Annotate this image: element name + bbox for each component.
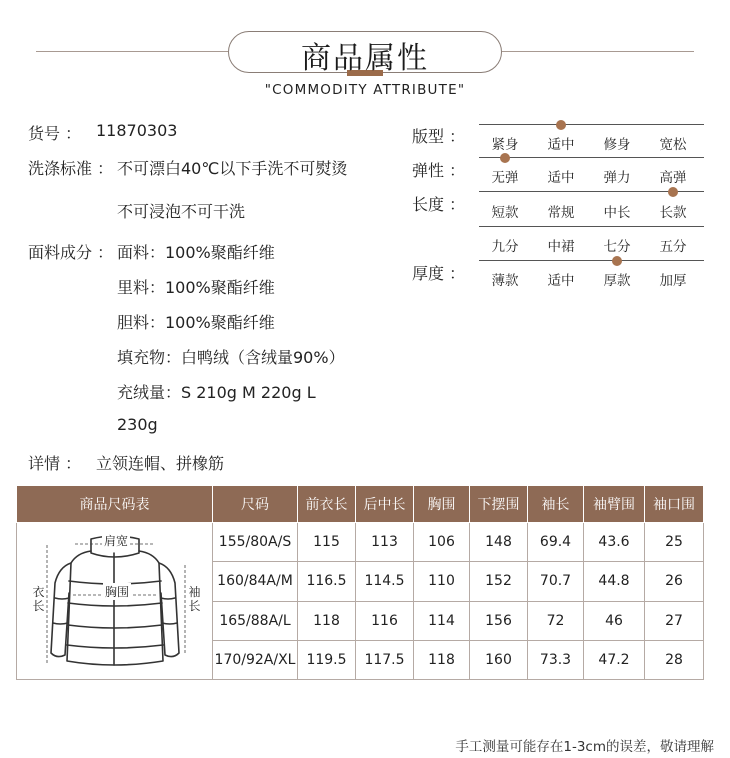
scale-option: 九分 [491, 239, 519, 255]
sleeve-label: 袖长 [188, 585, 201, 613]
table-cell: 116.5 [298, 562, 356, 601]
scale-option: 修身 [603, 137, 631, 153]
scale-option: 中长 [603, 205, 631, 221]
table-header: 前衣长 [298, 486, 356, 523]
scale-label-thickness: 厚度 ： [412, 264, 466, 283]
table-cell: 114 [414, 601, 470, 640]
header-rule-right [502, 51, 694, 52]
scale-option: 厚款 [603, 273, 631, 289]
scale-option: 中裙 [547, 239, 575, 255]
scale-option: 七分 [603, 239, 631, 255]
scale-line [479, 157, 704, 158]
size-table [16, 485, 704, 680]
fabric-line: 填充物：白鸭绒（含绒量90%） [117, 348, 345, 367]
table-cell: 160/84A/M [213, 562, 298, 601]
scale-line [479, 124, 704, 125]
table-cell: 115 [298, 523, 356, 562]
scale-option: 适中 [547, 273, 575, 289]
table-cell: 118 [298, 601, 356, 640]
table-header: 袖长 [528, 486, 584, 523]
table-cell: 28 [645, 640, 704, 679]
table-cell: 148 [470, 523, 528, 562]
table-header: 袖口围 [645, 486, 704, 523]
table-cell: 160 [470, 640, 528, 679]
fabric-line: 里料：100%聚酯纤维 [117, 278, 275, 297]
table-cell: 156 [470, 601, 528, 640]
header-rule-left [36, 51, 228, 52]
item-no-label: 货号 ： [28, 124, 82, 143]
table-cell: 165/88A/L [213, 601, 298, 640]
scale-option: 常规 [547, 205, 575, 221]
wash-label: 洗涤标准 ： [28, 159, 114, 178]
scale-option: 适中 [547, 137, 575, 153]
table-cell: 73.3 [528, 640, 584, 679]
table-cell: 69.4 [528, 523, 584, 562]
table-header: 下摆围 [470, 486, 528, 523]
table-cell: 155/80A/S [213, 523, 298, 562]
length-label: 衣长 [32, 585, 45, 613]
scale-marker [612, 256, 622, 266]
wash-line-1: 不可漂白40℃以下手洗不可熨烫 [117, 159, 348, 178]
scale-option: 弹力 [603, 170, 631, 186]
table-header: 尺码 [213, 486, 298, 523]
scale-line [479, 260, 704, 261]
chest-label: 胸围 [105, 585, 130, 599]
scale-label-fit: 版型 ： [412, 127, 466, 146]
table-cell: 119.5 [298, 640, 356, 679]
table-header: 胸围 [414, 486, 470, 523]
table-cell: 44.8 [584, 562, 645, 601]
scale-label-length: 长度 ： [412, 195, 466, 214]
page-subtitle: "COMMODITY ATTRIBUTE" [264, 82, 466, 98]
fabric-line: 230g [117, 415, 158, 434]
measurement-note: 手工测量可能存在1-3cm的误差，敬请理解 [455, 739, 714, 755]
detail-label: 详情 ： [28, 454, 82, 473]
scale-option: 五分 [659, 239, 687, 255]
table-cell: 72 [528, 601, 584, 640]
table-cell: 170/92A/XL [213, 640, 298, 679]
wash-line-2: 不可浸泡不可干洗 [117, 202, 246, 221]
fabric-line: 充绒量：S 210g M 220g L [117, 383, 316, 402]
scale-marker [668, 187, 678, 197]
table-cell: 27 [645, 601, 704, 640]
scale-line [479, 226, 704, 227]
table-header: 袖臂围 [584, 486, 645, 523]
table-cell: 106 [414, 523, 470, 562]
fabric-line: 胆料：100%聚酯纤维 [117, 313, 275, 332]
table-cell: 25 [645, 523, 704, 562]
table-cell: 43.6 [584, 523, 645, 562]
scale-option: 短款 [491, 205, 519, 221]
scale-option: 长款 [659, 205, 687, 221]
scale-option: 无弹 [491, 170, 519, 186]
table-header: 商品尺码表 [17, 486, 213, 523]
table-cell: 26 [645, 562, 704, 601]
item-no-value: 11870303 [96, 121, 178, 140]
fabric-label: 面料成分 ： [28, 243, 114, 262]
table-cell: 114.5 [356, 562, 414, 601]
scale-option: 加厚 [659, 273, 687, 289]
table-cell: 118 [414, 640, 470, 679]
jacket-diagram-cell [17, 523, 213, 680]
scale-option: 薄款 [491, 273, 519, 289]
page-title: 商品属性 [301, 41, 429, 76]
table-cell: 113 [356, 523, 414, 562]
table-cell: 116 [356, 601, 414, 640]
scale-option: 高弹 [659, 170, 687, 186]
detail-value: 立领连帽、拼橡筋 [96, 454, 225, 473]
scale-marker [500, 153, 510, 163]
scale-marker [556, 120, 566, 130]
table-header: 后中长 [356, 486, 414, 523]
table-header-row [17, 486, 704, 523]
shoulder-label: 肩宽 [104, 534, 129, 548]
table-cell: 152 [470, 562, 528, 601]
scale-label-elasticity: 弹性 ： [412, 161, 466, 180]
fabric-line: 面料：100%聚酯纤维 [117, 243, 275, 262]
table-cell: 46 [584, 601, 645, 640]
table-cell: 70.7 [528, 562, 584, 601]
table-cell: 117.5 [356, 640, 414, 679]
scale-option: 紧身 [491, 137, 519, 153]
scale-option: 宽松 [659, 137, 687, 153]
table-cell: 47.2 [584, 640, 645, 679]
table-row [17, 523, 704, 562]
table-cell: 110 [414, 562, 470, 601]
scale-option: 适中 [547, 170, 575, 186]
